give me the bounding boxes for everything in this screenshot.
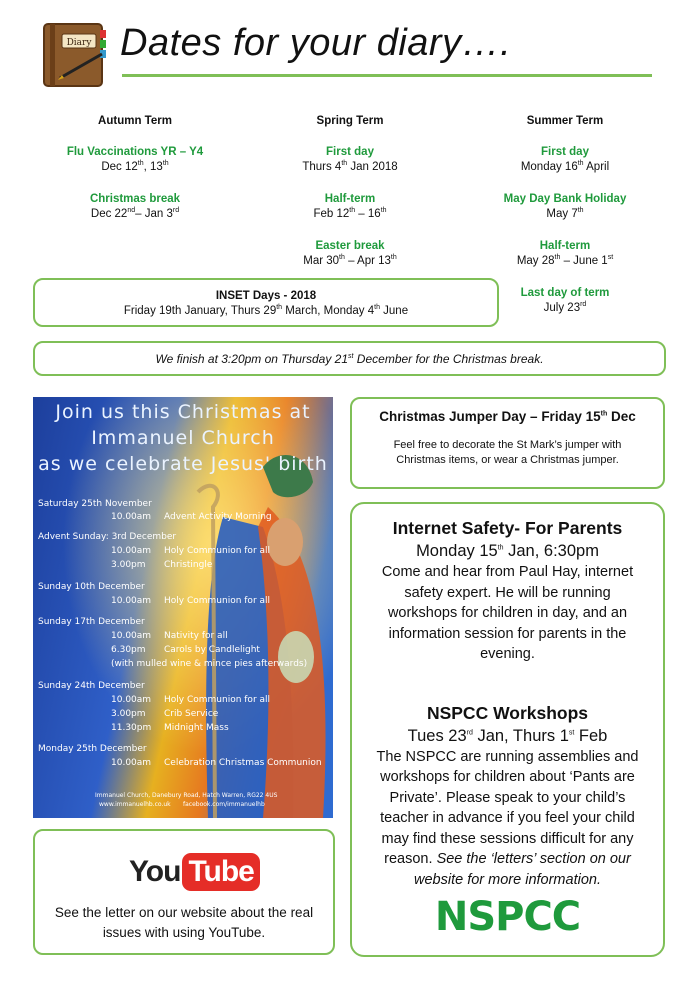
poster-event-time: 10.00am: [111, 512, 152, 522]
nspcc-dates: Tues 23rd Jan, Thurs 1st Feb: [407, 726, 608, 745]
poster-event-time: 10.00am: [111, 596, 152, 606]
internet-safety-date: Monday 15th Jan, 6:30pm: [416, 542, 599, 560]
summer-item-title: Half-term: [539, 240, 591, 252]
spring-item-title: Half-term: [324, 193, 376, 205]
youtube-logo[interactable]: [129, 849, 260, 895]
poster-title-line: as we celebrate Jesus' birth: [38, 453, 328, 475]
poster-event-note: (with mulled wine & mince pies afterwards): [111, 659, 308, 669]
spring-item: [255, 239, 445, 269]
summer-item-date: Monday 16th April: [520, 160, 610, 173]
spring-term-column: [255, 114, 445, 286]
autumn-term-heading: Autumn Term: [98, 115, 172, 127]
spring-item-title: Easter break: [315, 240, 385, 252]
poster-footer-web: www.immanuelhb.co.uk: [99, 801, 171, 808]
jumper-day-box: [350, 397, 665, 489]
spring-item: [255, 192, 445, 222]
youtube-logo-tube: Tube: [182, 853, 259, 891]
poster-day: Sunday 24th December: [38, 681, 145, 691]
poster-day: Monday 25th December: [38, 744, 147, 754]
summer-item-date: May 7th: [546, 207, 584, 220]
finish-note-text: We finish at 3:20pm on Thursday 21st December for the Christmas break.: [155, 352, 544, 366]
poster-day: Sunday 10th December: [38, 582, 145, 592]
autumn-item-title: Christmas break: [89, 193, 181, 205]
page-title: Dates for your diary….: [120, 22, 512, 64]
poster-footer-fb: facebook.com/immanuelhb: [183, 801, 265, 808]
autumn-item-title: Flu Vaccinations YR – Y4: [66, 146, 204, 158]
youtube-logo-you: You: [129, 855, 181, 888]
poster-event-time: 10.00am: [111, 758, 152, 768]
poster-event-name: Holy Communion for all: [164, 596, 271, 606]
summer-item: [470, 192, 660, 222]
inset-days-dates: Friday 19th January, Thurs 29th March, Monday 4th June: [123, 304, 409, 317]
poster-footer-address: Immanuel Church, Danebury Road, Hatch Warren, RG22 4US: [95, 792, 278, 799]
youtube-text: See the letter on our website about the real issues with using YouTube.: [54, 905, 314, 940]
poster-event-name: Advent Activity Morning: [164, 512, 272, 522]
poster-day: Advent Sunday: 3rd December: [38, 532, 177, 542]
poster-title-line: Immanuel Church: [91, 427, 275, 449]
poster-event-time: 10.00am: [111, 631, 152, 641]
poster-title-line: Join us this Christmas at: [55, 401, 311, 423]
inset-days-box: [33, 278, 499, 327]
diary-icon-label: Diary: [66, 38, 92, 48]
internet-nspcc-box: [350, 502, 665, 957]
poster-event-name: Holy Communion for all: [164, 546, 271, 556]
poster-day: Sunday 17th December: [38, 617, 145, 627]
jumper-day-body: Feel free to decorate the St Mark’s jumper with Christmas items, or wear a Christmas jumper.: [393, 439, 622, 466]
spring-item-date: Thurs 4th Jan 2018: [302, 160, 398, 173]
spring-item-date: Mar 30th – Apr 13th: [303, 254, 397, 267]
poster-event-time: 3.00pm: [111, 560, 146, 570]
poster-event-name: Holy Communion for all: [164, 695, 271, 705]
poster-event-time: 10.00am: [111, 695, 152, 705]
poster-event-time: 3.00pm: [111, 709, 146, 719]
nspcc-body: The NSPCC are running assemblies and workshops for children about ‘Pants are Private’. Please speak to your child’s teacher in advance if you feel your child may find these sessions difficult for any reason. See the ‘letters’ section on our website for more information.: [376, 748, 639, 888]
inset-days-title: INSET Days - 2018: [215, 290, 317, 302]
spring-item-title: First day: [326, 146, 374, 158]
internet-safety-title: Internet Safety- For Parents: [392, 518, 623, 538]
jumper-day-title: Christmas Jumper Day – Friday 15th Dec: [379, 409, 636, 424]
poster-day: Saturday 25th November: [38, 499, 152, 509]
finish-note-box: [33, 341, 666, 376]
autumn-term-column: [40, 114, 230, 239]
poster-event-time: 11.30pm: [111, 723, 152, 733]
poster-event-name: Crib Service: [164, 709, 219, 719]
title-underline: [122, 74, 652, 77]
nspcc-logo: NSPCC: [434, 894, 581, 940]
summer-item-title: May Day Bank Holiday: [503, 193, 627, 205]
diary-icon: [40, 20, 110, 90]
spring-item: [255, 145, 445, 175]
autumn-item: [40, 145, 230, 175]
summer-item-title: Last day of term: [520, 287, 610, 299]
nspcc-title: NSPCC Workshops: [426, 702, 589, 723]
summer-item-date: July 23rd: [543, 301, 587, 314]
internet-safety-body: Come and hear from Paul Hay, internet safety expert. He will be running workshops for children in day, and an information session for parents in the evening.: [381, 564, 634, 662]
summer-item-title: First day: [541, 146, 589, 158]
autumn-item-date: Dec 22nd– Jan 3rd: [90, 207, 180, 220]
poster-event-name: Nativity for all: [164, 631, 228, 641]
autumn-item: [40, 192, 230, 222]
spring-item-date: Feb 12th – 16th: [313, 207, 387, 220]
church-poster: [33, 397, 333, 818]
poster-event-time: 10.00am: [111, 546, 152, 556]
poster-event-time: 6.30pm: [111, 645, 146, 655]
summer-item: [470, 145, 660, 175]
poster-event-name: Midnight Mass: [164, 723, 229, 733]
poster-event-name: Christingle: [164, 560, 213, 570]
summer-item-date: May 28th – June 1st: [516, 254, 614, 267]
summer-term-heading: Summer Term: [526, 115, 604, 127]
poster-event-name: Carols by Candlelight: [164, 645, 260, 655]
summer-item: [470, 239, 660, 269]
spring-term-heading: Spring Term: [316, 115, 384, 127]
poster-event-name: Celebration Christmas Communion: [164, 758, 322, 768]
youtube-box: [33, 829, 335, 955]
autumn-item-date: Dec 12th, 13th: [101, 160, 169, 173]
